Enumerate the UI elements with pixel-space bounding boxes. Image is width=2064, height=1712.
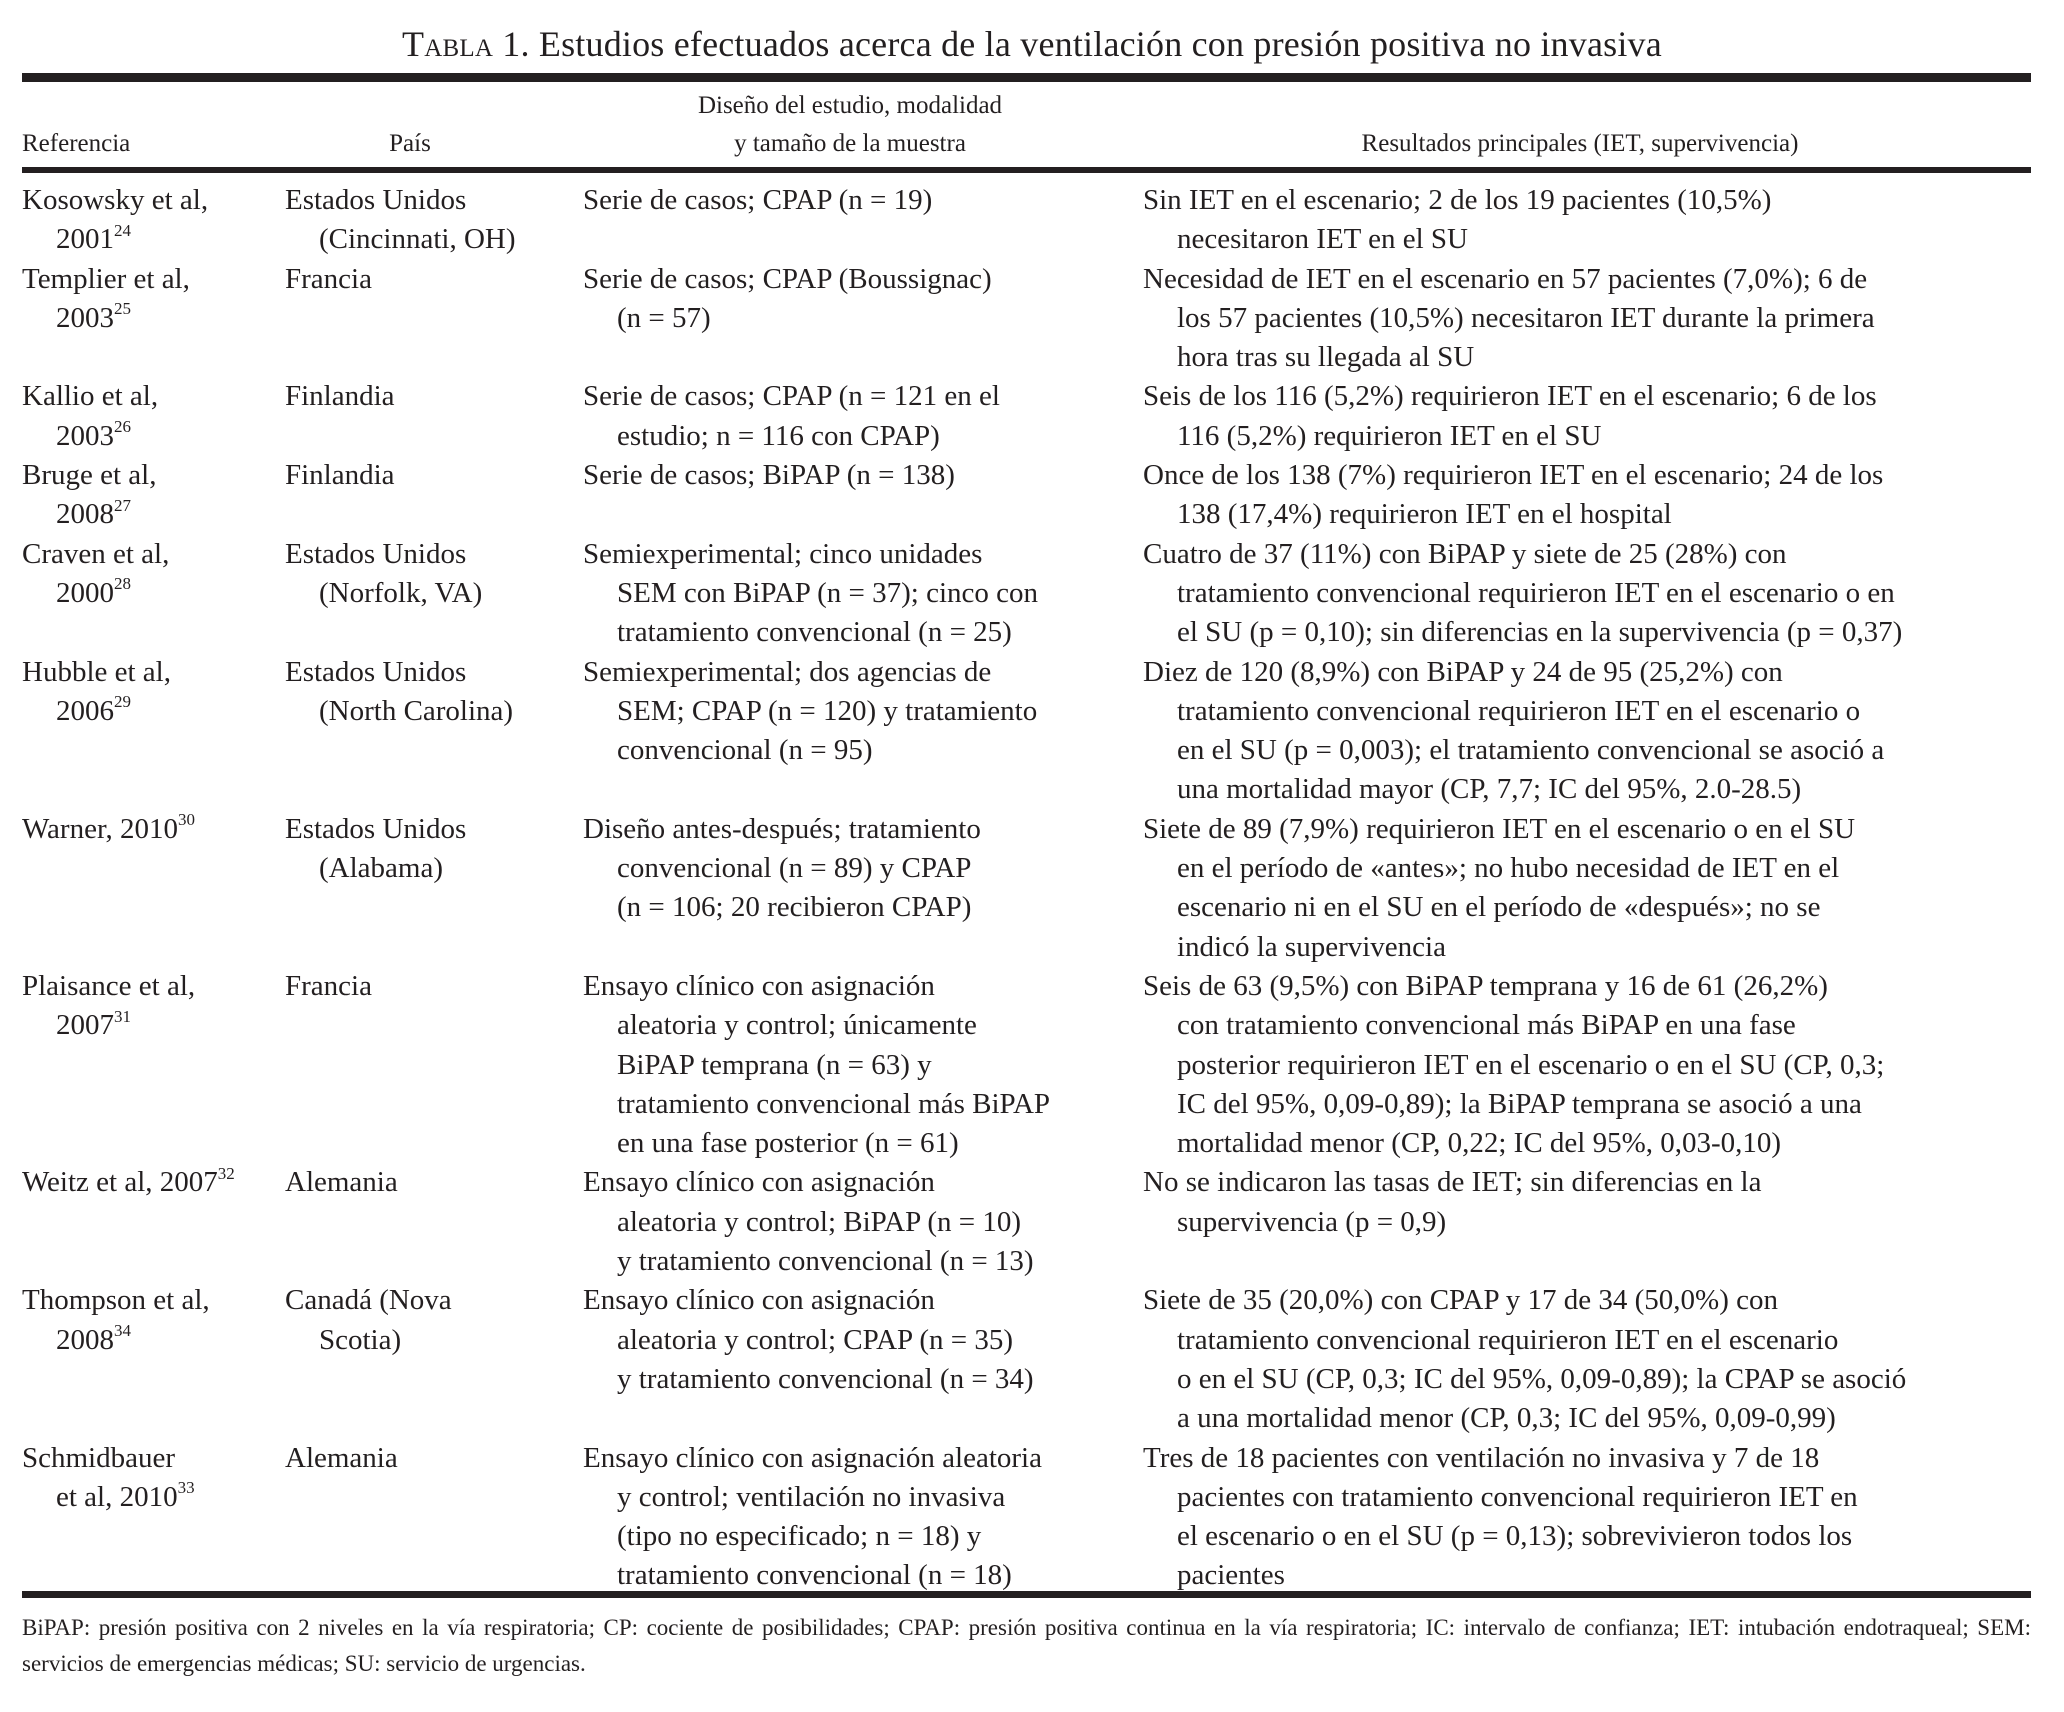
cell-diseno-line: Semiexperimental; dos agencias de (583, 655, 992, 688)
cell-diseno (583, 1439, 1143, 1596)
cell-diseno-line: SEM con BiPAP (n = 37); cinco con (617, 576, 1039, 609)
cell-pais (285, 1281, 583, 1360)
table-title-text: 1. Estudios efectuados acerca de la ventilación con presión positiva no invasiva (493, 24, 1662, 64)
header-resultados: Resultados principales (IET, supervivencia) (1361, 130, 1799, 157)
cell-diseno-line: en una fase posterior (n = 61) (617, 1127, 959, 1160)
header-referencia: Referencia (22, 130, 131, 157)
reference-number: 31 (114, 1006, 131, 1026)
cell-resultados-line: Seis de los 116 (5,2%) requirieron IET en el escenario; 6 de los (1143, 380, 1877, 413)
cell-resultados-line: a una mortalidad menor (CP, 0,3; IC del 95%, 0,09-0,99) (1177, 1402, 1836, 1435)
cell-diseno-line: Ensayo clínico con asignación (583, 1284, 935, 1317)
cell-resultados-line: escenario ni en el SU en el período de «después»; no se (1177, 891, 1821, 924)
header-diseno-line1: Diseño del estudio, modalidad (697, 92, 1003, 119)
cell-referencia-line: Schmidbauer (22, 1441, 176, 1474)
cell-referencia-line: Warner, 2010 (22, 812, 178, 845)
cell-pais-line: Finlandia (285, 380, 395, 413)
cell-diseno-line: aleatoria y control; CPAP (n = 35) (617, 1323, 1013, 1356)
cell-resultados-line: pacientes (1177, 1559, 1285, 1592)
reference-number: 32 (217, 1163, 235, 1183)
cell-diseno-line: y tratamiento convencional (n = 13) (617, 1245, 1034, 1278)
reference-number: 26 (114, 417, 131, 437)
cell-referencia-line: Craven et al, (22, 537, 170, 570)
cell-diseno-line: Serie de casos; BiPAP (n = 138) (583, 459, 955, 492)
cell-pais-line: Francia (285, 969, 372, 1002)
table-row (22, 810, 2031, 967)
table-row (22, 1163, 2031, 1281)
table-row (22, 260, 2031, 378)
cell-referencia (22, 456, 285, 535)
cell-resultados-line: en el SU (p = 0,003); el tratamiento convencional se asoció a (1177, 734, 1885, 767)
cell-resultados-line: posterior requirieron IET en el escenario o en el SU (CP, 0,3; (1177, 1048, 1885, 1081)
cell-referencia (22, 1281, 285, 1360)
cell-referencia-line: Weitz et al, 2007 (22, 1166, 218, 1199)
cell-pais (285, 535, 583, 614)
top-rule (22, 73, 2031, 82)
header-diseno-line2: y tamaño de la muestra (734, 130, 966, 157)
cell-diseno-line: Diseño antes-después; tratamiento (583, 812, 981, 845)
cell-resultados-line: Cuatro de 37 (11%) con BiPAP y siete de 25 (28%) con (1143, 537, 1787, 570)
cell-diseno (583, 1163, 1143, 1281)
cell-referencia-line: 2006 (56, 694, 114, 727)
reference-number: 28 (114, 574, 131, 594)
table-row (22, 653, 2031, 810)
reference-number: 34 (114, 1320, 131, 1340)
cell-diseno-line: Ensayo clínico con asignación (583, 969, 935, 1002)
cell-resultados-line: IC del 95%, 0,09-0,89); la BiPAP temprana se asoció a una (1177, 1087, 1862, 1120)
cell-resultados-line: Once de los 138 (7%) requirieron IET en el escenario; 24 de los (1143, 459, 1884, 492)
cell-diseno-line: convencional (n = 95) (617, 734, 873, 767)
cell-resultados-line: con tratamiento convencional más BiPAP en una fase (1177, 1009, 1796, 1042)
cell-diseno (583, 653, 1143, 771)
cell-diseno-line: tratamiento convencional más BiPAP (617, 1087, 1051, 1120)
cell-resultados-line: supervivencia (p = 0,9) (1177, 1205, 1447, 1238)
cell-referencia-line: 2003 (56, 301, 114, 334)
cell-diseno-line: aleatoria y control; BiPAP (n = 10) (617, 1205, 1022, 1238)
cell-referencia (22, 181, 285, 260)
cell-diseno-line: Serie de casos; CPAP (n = 19) (583, 184, 933, 216)
cell-resultados-line: necesitaron IET en el SU (1177, 223, 1468, 256)
cell-resultados (1143, 810, 2031, 967)
reference-number: 25 (114, 299, 131, 319)
cell-pais (285, 377, 583, 416)
cell-resultados (1143, 535, 2031, 653)
table-row (22, 967, 2031, 1163)
cell-referencia (22, 535, 285, 614)
cell-resultados-line: 116 (5,2%) requirieron IET en el SU (1177, 419, 1602, 452)
cell-resultados-line: mortalidad menor (CP, 0,22; IC del 95%, 0,03-0,10) (1177, 1127, 1782, 1160)
cell-resultados-line: una mortalidad mayor (CP, 7,7; IC del 95%, 2.0-28.5) (1177, 773, 1802, 806)
cell-pais-line: Canadá (Nova (285, 1284, 452, 1317)
cell-referencia (22, 653, 285, 732)
cell-diseno-line: Ensayo clínico con asignación (583, 1166, 935, 1199)
table-row (22, 456, 2031, 535)
cell-referencia-line: 2007 (56, 1009, 114, 1042)
cell-resultados (1143, 653, 2031, 810)
cell-referencia (22, 377, 285, 456)
cell-referencia-line: 2000 (56, 576, 114, 609)
cell-referencia-line: Bruge et al, (22, 459, 157, 492)
cell-diseno-line: BiPAP temprana (n = 63) y (617, 1048, 932, 1081)
cell-diseno (583, 260, 1143, 339)
cell-resultados (1143, 1281, 2031, 1438)
cell-resultados-line: tratamiento convencional requirieron IET en el escenario (1177, 1323, 1839, 1356)
cell-pais-line: (North Carolina) (319, 694, 514, 727)
cell-pais-line: Francia (285, 262, 372, 295)
cell-pais-line: Estados Unidos (285, 537, 467, 570)
cell-referencia-line: et al, 2010 (56, 1480, 178, 1513)
cell-diseno-line: (n = 57) (617, 301, 711, 334)
studies-table (22, 181, 2031, 1596)
table-row (22, 181, 2031, 260)
table-title-prefix: Tabla (402, 24, 494, 64)
reference-number: 30 (177, 810, 195, 830)
cell-diseno-line: convencional (n = 89) y CPAP (617, 852, 972, 885)
cell-referencia (22, 967, 285, 1046)
cell-diseno (583, 1281, 1143, 1399)
cell-diseno (583, 535, 1143, 653)
cell-referencia (22, 810, 285, 849)
bottom-rule (22, 1591, 2031, 1598)
cell-pais (285, 1439, 583, 1478)
cell-resultados-line: en el período de «antes»; no hubo necesidad de IET en el (1177, 852, 1840, 885)
cell-referencia-line: Kosowsky et al, (22, 184, 209, 216)
cell-pais (285, 653, 583, 732)
cell-resultados-line: Siete de 35 (20,0%) con CPAP y 17 de 34 (50,0%) con (1143, 1284, 1778, 1317)
cell-diseno-line: y control; ventilación no invasiva (617, 1480, 1006, 1513)
cell-pais-line: Finlandia (285, 459, 395, 492)
header-pais: País (389, 130, 431, 157)
cell-resultados (1143, 967, 2031, 1163)
reference-number: 29 (114, 692, 131, 712)
cell-diseno-line: tratamiento convencional (n = 25) (617, 616, 1012, 649)
cell-referencia-line: Kallio et al, (22, 380, 159, 413)
cell-pais-line: Alemania (285, 1441, 398, 1474)
cell-diseno-line: (n = 106; 20 recibieron CPAP) (617, 891, 972, 924)
cell-diseno-line: estudio; n = 116 con CPAP) (617, 419, 940, 452)
cell-resultados-line: Seis de 63 (9,5%) con BiPAP temprana y 16 de 61 (26,2%) (1143, 969, 1828, 1002)
cell-pais-line: Estados Unidos (285, 655, 467, 688)
cell-resultados-line: Tres de 18 pacientes con ventilación no invasiva y 7 de 18 (1143, 1441, 1820, 1474)
cell-referencia-line: Hubble et al, (22, 655, 171, 688)
cell-diseno-line: SEM; CPAP (n = 120) y tratamiento (617, 694, 1038, 727)
cell-pais-line: Estados Unidos (285, 184, 467, 216)
cell-referencia-line: 2003 (56, 419, 114, 452)
cell-diseno-line: y tratamiento convencional (n = 34) (617, 1362, 1034, 1395)
cell-pais (285, 456, 583, 495)
cell-diseno-line: (tipo no especificado; n = 18) y (617, 1520, 982, 1553)
cell-referencia-line: Plaisance et al, (22, 969, 196, 1002)
cell-resultados-line: Diez de 120 (8,9%) con BiPAP y 24 de 95 (25,2%) con (1143, 655, 1783, 688)
cell-diseno-line: Serie de casos; CPAP (Boussignac) (583, 262, 992, 295)
table-row (22, 1439, 2031, 1596)
cell-diseno-line: Serie de casos; CPAP (n = 121 en el (583, 380, 1000, 413)
cell-referencia-line: 2008 (56, 1323, 114, 1356)
cell-pais (285, 181, 583, 260)
cell-resultados-line: los 57 pacientes (10,5%) necesitaron IET durante la primera (1177, 301, 1875, 334)
cell-referencia-line: Templier et al, (22, 262, 190, 295)
cell-resultados (1143, 181, 2031, 260)
table-row (22, 377, 2031, 456)
cell-diseno (583, 377, 1143, 456)
cell-pais-line: (Norfolk, VA) (319, 576, 483, 609)
cell-resultados-line: Sin IET en el escenario; 2 de los 19 pacientes (10,5%) (1143, 184, 1772, 216)
cell-resultados-line: el escenario o en el SU (p = 0,13); sobrevivieron todos los (1177, 1520, 1853, 1553)
cell-resultados-line: No se indicaron las tasas de IET; sin diferencias en la (1143, 1166, 1762, 1199)
cell-diseno (583, 456, 1143, 495)
cell-referencia-line: 2008 (56, 498, 114, 531)
cell-resultados (1143, 456, 2031, 535)
cell-resultados (1143, 260, 2031, 378)
cell-diseno-line: aleatoria y control; únicamente (617, 1009, 977, 1042)
cell-diseno (583, 810, 1143, 928)
cell-referencia-line: Thompson et al, (22, 1284, 210, 1317)
cell-diseno-line: tratamiento convencional (n = 18) (617, 1559, 1012, 1592)
cell-pais (285, 260, 583, 299)
cell-pais-line: Alemania (285, 1166, 398, 1199)
cell-referencia (22, 1439, 285, 1518)
table-row (22, 535, 2031, 653)
cell-diseno-line: Ensayo clínico con asignación aleatoria (583, 1441, 1042, 1474)
header-rule (22, 167, 2031, 173)
cell-pais-line: Scotia) (319, 1323, 402, 1356)
cell-pais (285, 967, 583, 1006)
cell-pais-line: (Cincinnati, OH) (319, 223, 516, 256)
cell-resultados-line: el SU (p = 0,10); sin diferencias en la supervivencia (p = 0,37) (1177, 616, 1903, 649)
reference-number: 33 (177, 1478, 195, 1498)
cell-resultados (1143, 1439, 2031, 1596)
cell-resultados-line: Siete de 89 (7,9%) requirieron IET en el escenario o en el SU (1143, 812, 1856, 845)
cell-referencia-line: 2001 (56, 223, 114, 256)
cell-resultados (1143, 1163, 2031, 1242)
cell-resultados (1143, 377, 2031, 456)
cell-pais (285, 1163, 583, 1202)
cell-diseno (583, 181, 1143, 220)
cell-referencia (22, 260, 285, 339)
cell-pais-line: Estados Unidos (285, 812, 467, 845)
table-footnote: BiPAP: presión positiva con 2 niveles en la vía respiratoria; CP: cociente de posibilidades; CPAP: presión positiva continua en la vía respiratoria; IC: intervalo de confianza; IET: intubación endotraqueal; SEM: servicios de emergencias médicas; SU: servicio de urgencias. (22, 1615, 2031, 1676)
cell-pais-line: (Alabama) (319, 852, 443, 885)
cell-resultados-line: tratamiento convencional requirieron IET en el escenario o en (1177, 576, 1895, 609)
cell-resultados-line: indicó la supervivencia (1177, 930, 1446, 963)
cell-referencia (22, 1163, 285, 1202)
cell-resultados-line: 138 (17,4%) requirieron IET en el hospital (1177, 498, 1672, 531)
cell-diseno-line: Semiexperimental; cinco unidades (583, 537, 983, 570)
cell-resultados-line: tratamiento convencional requirieron IET en el escenario o (1177, 694, 1861, 727)
table-row (22, 1281, 2031, 1438)
cell-resultados-line: hora tras su llegada al SU (1177, 341, 1475, 374)
reference-number: 27 (114, 495, 131, 515)
cell-resultados-line: pacientes con tratamiento convencional requirieron IET en (1177, 1480, 1858, 1513)
cell-resultados-line: Necesidad de IET en el escenario en 57 pacientes (7,0%); 6 de (1143, 262, 1868, 295)
cell-pais (285, 810, 583, 889)
reference-number: 24 (114, 220, 131, 240)
cell-resultados-line: o en el SU (CP, 0,3; IC del 95%, 0,09-0,89); la CPAP se asoció (1177, 1362, 1907, 1395)
cell-diseno (583, 967, 1143, 1163)
table-title (0, 22, 2064, 66)
